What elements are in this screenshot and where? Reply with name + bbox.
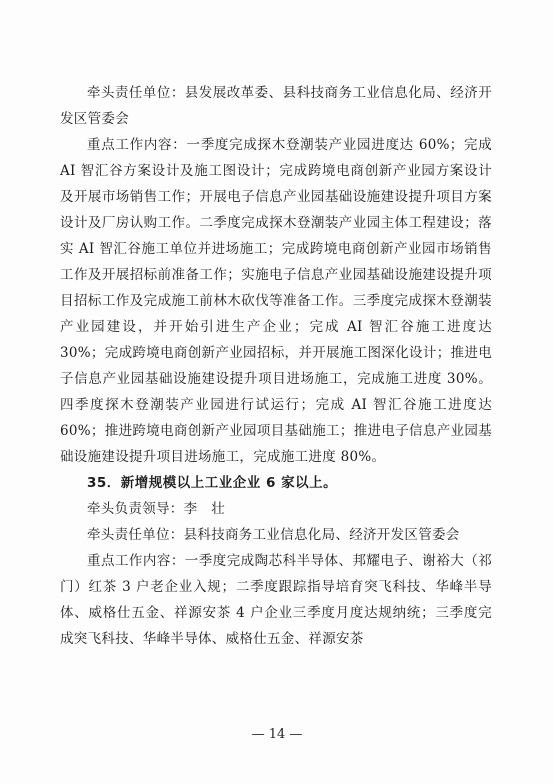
key-work-paragraph-34: 重点工作内容：一季度完成探木登潮装产业园进度达 60%；完成 AI 智汇谷方案设计及施工图设计；完成跨境电商创新产业园方案设计及开展市场销售工作；开展电子信息产业园基础设施建设提升项目方案设计及厂房认购工作。二季度完成探木登潮装产业园主体工程建设；落实 AI 智汇谷施工单位并进场施工；完成跨境电商创新产业园市场销售工作及开展招标前准备工作；实施电子信息产业园基础设施建设提升项目招标工作及完成施工前林木砍伐等准备工作。三季度完成探木登潮装产业园建设，并开始引进生产企业；完成 AI 智汇谷施工进度达 30%；完成跨境电商创新产业园招标，并开展施工图深化设计；推进电子信息产业园基础设施建设提升项目进场施工，完成施工进度 30%。四季度探木登潮装产业园进行试运行；完成 AI 智汇谷施工进度达 60%；推进跨境电商创新产业园项目基础施工；推进电子信息产业园基础设施建设提升项目进场施工，完成施工进度 80%。 — [60, 137, 492, 465]
lead-leader-paragraph-35: 牵头负责领导：李 壮 — [87, 501, 225, 517]
key-work-paragraph-35: 重点工作内容：一季度完成陶芯科半导体、邦耀电子、谢裕大（祁门）红茶 3 户老企业入规；二季度跟踪指导培育突飞科技、华峰半导体、威格仕五金、祥源安茶 4 户企业三季度月度达规纳统；三季度完成突飞科技、华峰半导体、威格仕五金、祥源安茶 — [60, 553, 492, 647]
lead-unit-paragraph-35: 牵头责任单位：县科技商务工业信息化局、经济开发区管委会 — [87, 527, 460, 543]
page-number: — 14 — — [251, 727, 303, 742]
document-body — [60, 80, 492, 652]
section-35-heading: 35．新增规模以上工业企业 6 家以上。 — [87, 475, 338, 491]
lead-unit-paragraph-34: 牵头责任单位：县发展改革委、县科技商务工业信息化局、经济开发区管委会 — [60, 85, 492, 127]
